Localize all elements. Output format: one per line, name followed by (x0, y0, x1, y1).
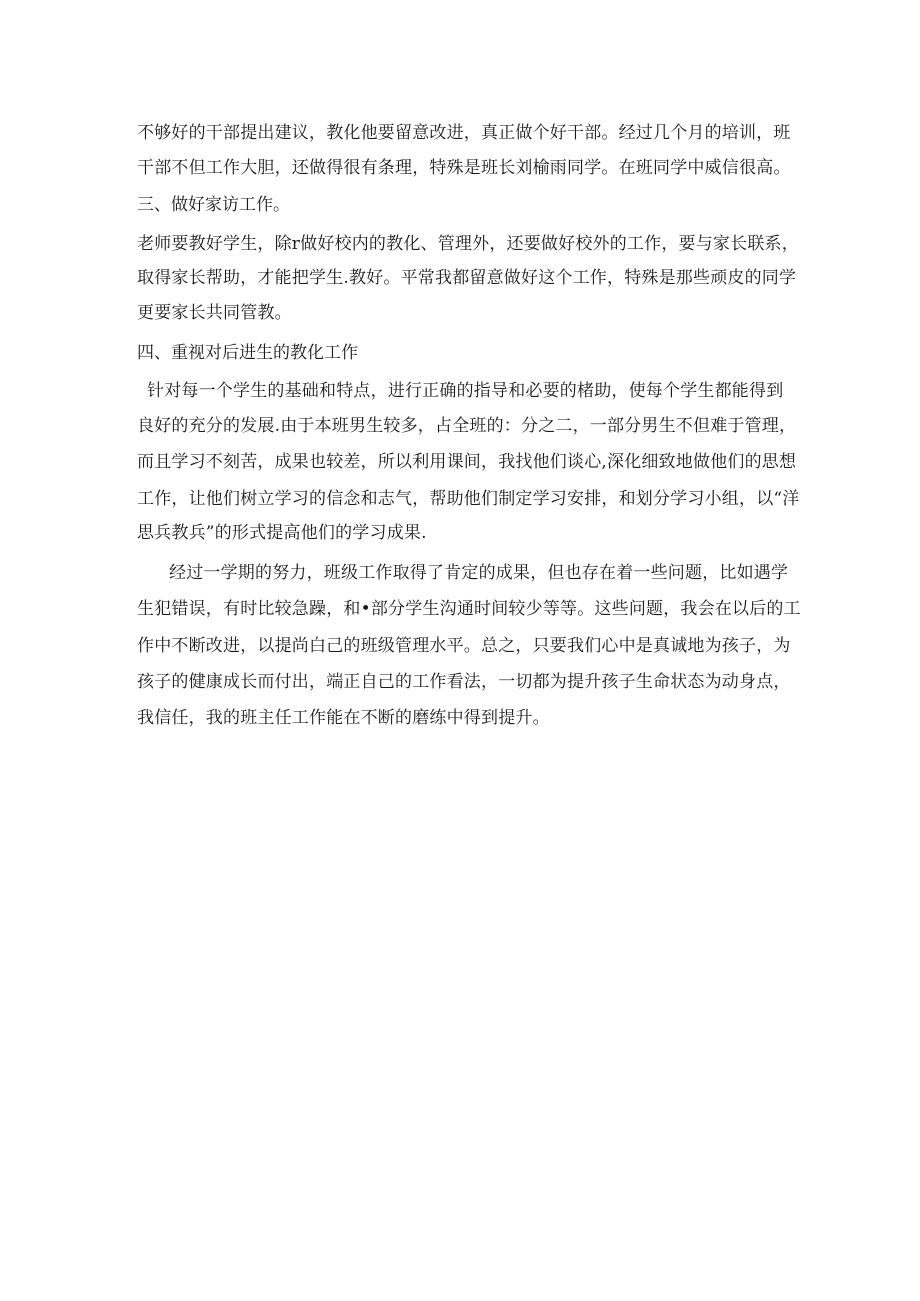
paragraph-line: 生犯错误，有时比较急躁，和•部分学生沟通时间较少等等。这些问题，我会在以后的工 (137, 599, 801, 619)
paragraph-line: 更要家长共同管教。 (137, 303, 292, 323)
section-heading-home-visits: 三、做好家访工作。 (137, 195, 290, 215)
paragraph-line: 作中不断改进，以提尚白己的班级管理水平。总之，只要我们心中是真诚地为孩子，为 (137, 636, 791, 656)
paragraph-line: 干部不但工作大胆，还做得很有条理，特殊是班长刘榆雨同学。在班同学中威信很高。 (137, 158, 791, 178)
paragraph-line: 老师要教好学生，除r做好校内的教化、管理外，还要做好校外的工作，要与家长联系， (137, 234, 799, 254)
paragraph-line: 良好的充分的发展.由于本班男生较多，占全班的：分之二，一部分男生不但难于管理， (137, 416, 797, 436)
paragraph-line: 针对每一个学生的基础和特点，进行正确的指导和必要的楮助，使每个学生都能得到 (147, 381, 784, 401)
paragraph-line: 工作，让他们树立学习的信念和志气，帮助他们制定学习安排，和划分学习小组，以“洋 (137, 489, 800, 509)
paragraph-line: 我信任，我的班主任工作能在不断的磨练中得到提升。 (137, 708, 550, 728)
paragraph-line: 而且学习不刻苦，成果也较差，所以利用课间，我找他们谈心,深化细致地做他们的思想 (137, 452, 797, 472)
paragraph-line: 孩子的健康成长而付出，端正自己的工作看法，一切都为提升孩子生命状态为动身点， (137, 672, 791, 692)
paragraph-line: 不够好的干部提出建议，教化他要留意改进，真正做个好干部。经过几个月的培训，班 (137, 123, 791, 143)
paragraph-line: 取得家长帮助，才能把学生.教好。平常我都留意做好这个工作，特殊是那些顽皮的同学 (137, 268, 797, 288)
paragraph-line: 思兵教兵”的形式提高他们的学习成果. (137, 523, 427, 543)
section-heading-underachievers: 四、重视对后进生的教化工作 (137, 343, 358, 363)
paragraph-line: 经过一学期的努力，班级工作取得了肯定的成果，但也存在着一些问题，比如遇学 (169, 563, 789, 583)
